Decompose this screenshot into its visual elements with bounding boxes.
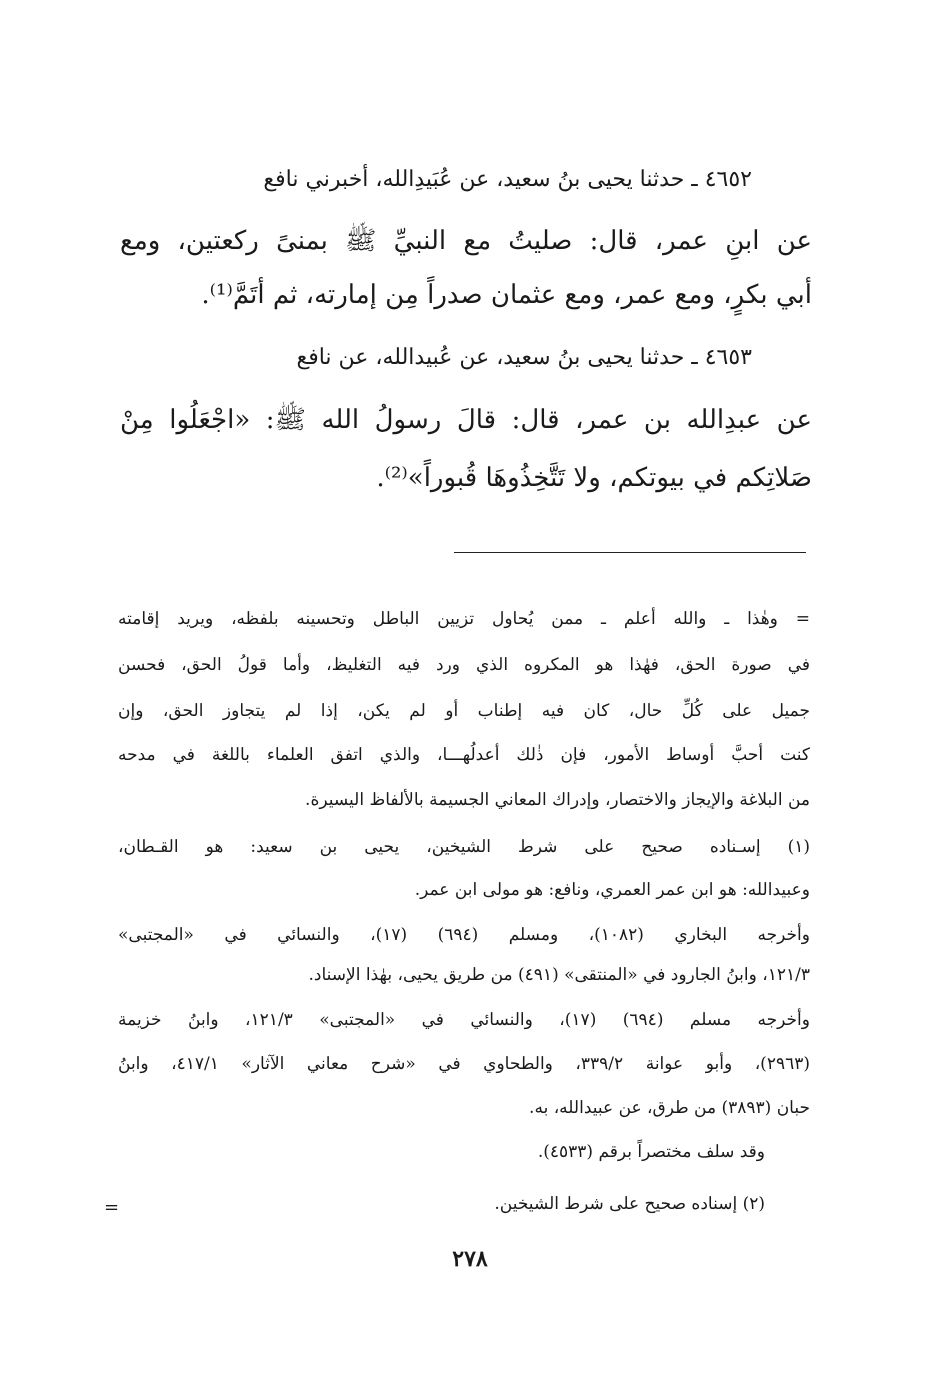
footnote-continuation-line-4: كنت أحبَّ أوساط الأمور، فإن ذٰلك أعدلُهـــا، والذي اتفق العلماء باللغة في مدحه (118, 745, 810, 765)
hadith-4653-header: ٤٦٥٣ ـ حدثنا يحيى بنُ سعيد، عن عُبيدالله، عن نافع (296, 345, 752, 370)
footnote-divider (454, 552, 806, 553)
footnote-1-line-8: وقد سلف مختصراً برقم (٤٥٣٣). (537, 1142, 765, 1162)
hadith-4652-text-line-2: أبي بكرٍ، ومع عمر، ومع عثمان صدراً مِن إمارته، ثم أتَمَّ⁽¹⁾. (201, 280, 812, 310)
hadith-4652-header: ٤٦٥٢ ـ حدثنا يحيى بنُ سعيد، عن عُبَيدِالله، أخبرني نافع (263, 167, 752, 192)
footnote-1-line-1: (١) إسـناده صحيح على شرط الشيخين، يحيى بن سعيد: هو القـطان، (118, 837, 810, 857)
footnote-continuation-line-5: من البلاغة والإيجاز والاختصار، وإدراك المعاني الجسيمة بالألفاظ اليسيرة. (305, 790, 810, 810)
footnote-1-line-7: حبان (٣٨٩٣) من طرق، عن عبيدالله، به. (529, 1098, 810, 1118)
footnote-1-line-4: ١٢١/٣، وابنُ الجارود في «المنتقى» (٤٩١) من طريق يحيى، بهٰذا الإسناد. (308, 965, 810, 985)
footnote-1-line-2: وعبيدالله: هو ابن عمر العمري، ونافع: هو مولى ابن عمر. (414, 880, 810, 900)
footnote-continuation-line-1: = وهٰذا ـ والله أعلم ـ ممن يُحاول تزيين الباطل وتحسينه بلفظه، ويريد إقامته (118, 609, 810, 629)
footnote-1-line-6: (٢٩٦٣)، وأبو عوانة ٣٣٩/٢، والطحاوي في «شرح معاني الآثار» ٤١٧/١، وابنُ (118, 1054, 810, 1074)
footnote-1-line-3: وأخرجه البخاري (١٠٨٢)، ومسلم (٦٩٤) (١٧)، والنسائي في «المجتبى» (118, 925, 810, 945)
hadith-4653-text-line-1: عن عبدِالله بن عمر، قال: قالَ رسولُ الله ﷺ: «اجْعَلُوا مِنْ (120, 405, 812, 435)
hadith-4653-text-line-2: صَلاتِكم في بيوتكم، ولا تَتَّخِذُوهَا قُبوراً»⁽²⁾. (376, 463, 812, 493)
footnote-continuation-line-3: جميل على كُلِّ حال، كان فيه إطناب أو لم يكن، إذا لم يتجاوز الحق، وإن (118, 701, 810, 721)
footnote-1-line-5: وأخرجه مسلم (٦٩٤) (١٧)، والنسائي في «المجتبى» ١٢١/٣، وابنُ خزيمة (118, 1010, 810, 1030)
footnote-continuation-line-2: في صورة الحق، فهٰذا هو المكروه الذي ورد فيه التغليظ، وأما قولُ الحق، فحسن (118, 655, 810, 675)
hadith-4652-text-line-1: عن ابنِ عمر، قال: صليتُ مع النبيِّ ﷺ بمنىً ركعتين، ومع (120, 226, 812, 256)
page-number: ٢٧٨ (452, 1246, 488, 1272)
footnote-continues-mark: = (104, 1197, 120, 1218)
footnote-2-line-1: (٢) إسناده صحيح على شرط الشيخين. (494, 1194, 765, 1214)
